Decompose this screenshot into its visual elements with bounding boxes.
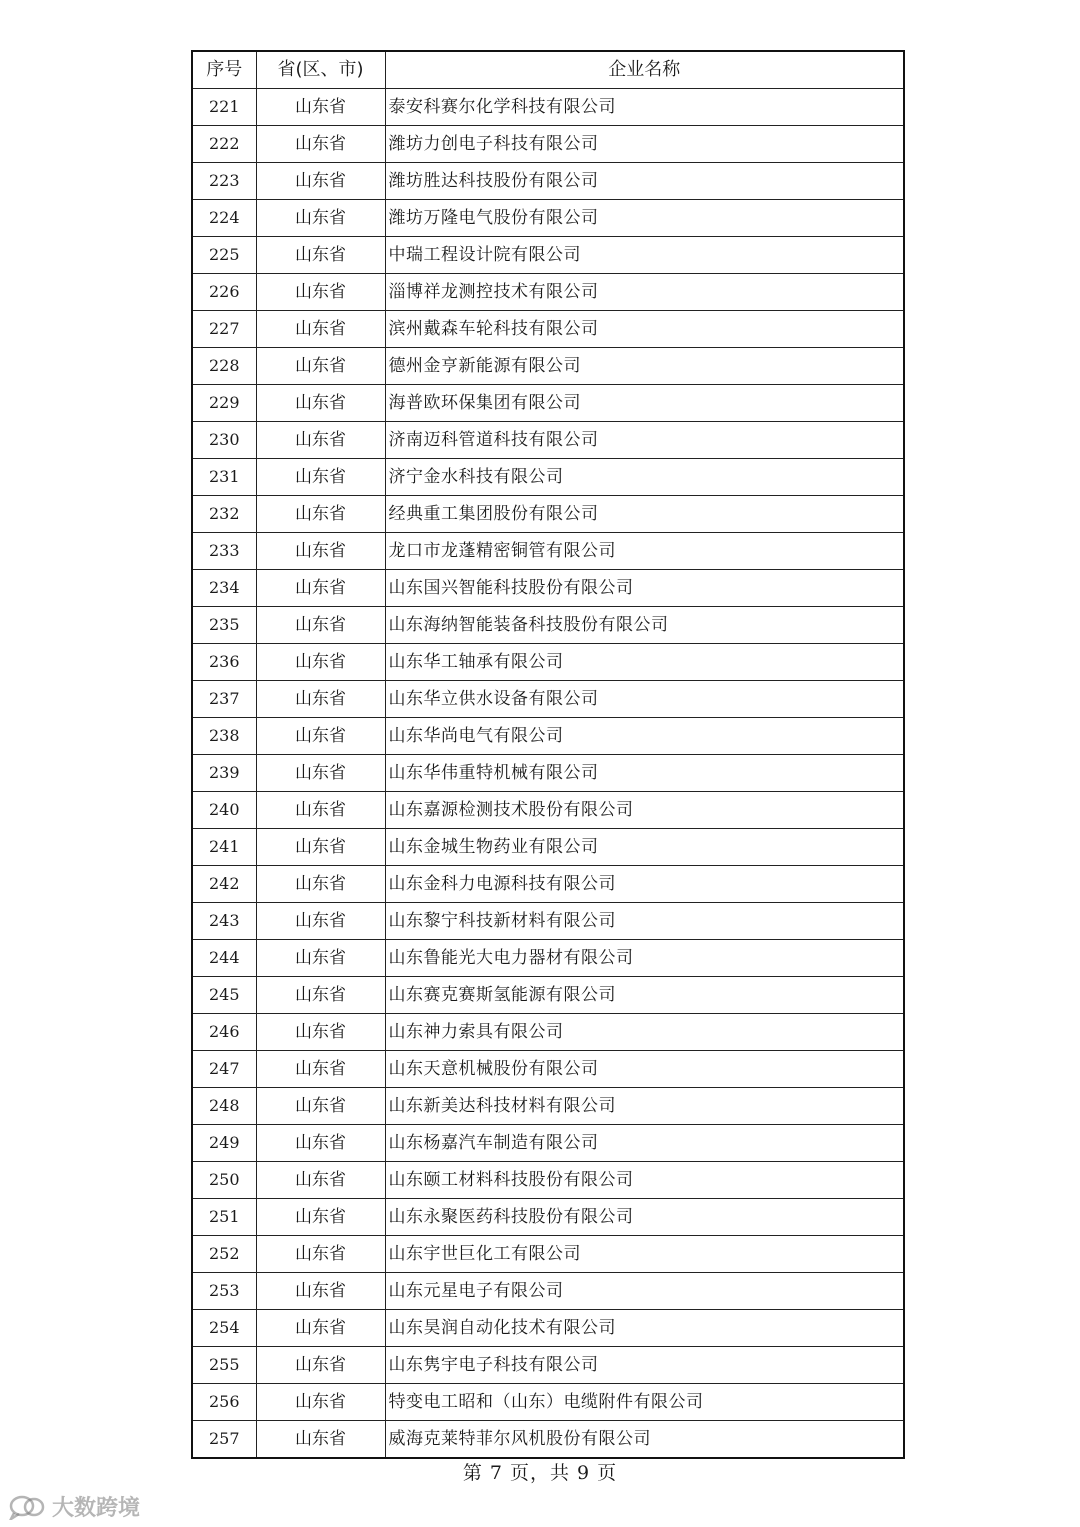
table-row <box>192 681 904 718</box>
cell-serial-number: 223 <box>192 163 256 200</box>
cell-province: 山东省 <box>256 1421 385 1459</box>
cell-serial-number: 240 <box>192 792 256 829</box>
table-row <box>192 755 904 792</box>
cell-province: 山东省 <box>256 126 385 163</box>
table-row <box>192 792 904 829</box>
cell-province: 山东省 <box>256 1310 385 1347</box>
table-header-row <box>192 51 904 89</box>
cell-serial-number: 236 <box>192 644 256 681</box>
cell-serial-number: 237 <box>192 681 256 718</box>
cell-serial-number: 257 <box>192 1421 256 1459</box>
table-row <box>192 348 904 385</box>
cell-company-name: 山东华工轴承有限公司 <box>385 644 904 681</box>
cell-serial-number: 233 <box>192 533 256 570</box>
cell-company-name: 山东隽宇电子科技有限公司 <box>385 1347 904 1384</box>
cell-serial-number: 238 <box>192 718 256 755</box>
table-row <box>192 940 904 977</box>
cell-serial-number: 226 <box>192 274 256 311</box>
cell-serial-number: 256 <box>192 1384 256 1421</box>
cell-serial-number: 231 <box>192 459 256 496</box>
cell-province: 山东省 <box>256 718 385 755</box>
cell-serial-number: 234 <box>192 570 256 607</box>
cell-company-name: 特变电工昭和（山东）电缆附件有限公司 <box>385 1384 904 1421</box>
cell-company-name: 海普欧环保集团有限公司 <box>385 385 904 422</box>
table-row <box>192 570 904 607</box>
cell-company-name: 山东神力索具有限公司 <box>385 1014 904 1051</box>
cell-company-name: 山东宇世巨化工有限公司 <box>385 1236 904 1273</box>
company-list-table <box>191 50 905 1459</box>
table-row <box>192 422 904 459</box>
cell-province: 山东省 <box>256 1347 385 1384</box>
cell-province: 山东省 <box>256 311 385 348</box>
cell-serial-number: 247 <box>192 1051 256 1088</box>
cell-company-name: 滨州戴森车轮科技有限公司 <box>385 311 904 348</box>
watermark <box>8 1491 140 1522</box>
cell-serial-number: 229 <box>192 385 256 422</box>
cell-company-name: 山东昊润自动化技术有限公司 <box>385 1310 904 1347</box>
cell-province: 山东省 <box>256 274 385 311</box>
table-row <box>192 1384 904 1421</box>
cell-serial-number: 251 <box>192 1199 256 1236</box>
table-row <box>192 1014 904 1051</box>
cell-province: 山东省 <box>256 1273 385 1310</box>
cell-province: 山东省 <box>256 903 385 940</box>
table-row <box>192 903 904 940</box>
cell-serial-number: 227 <box>192 311 256 348</box>
cell-province: 山东省 <box>256 496 385 533</box>
cell-province: 山东省 <box>256 644 385 681</box>
cell-serial-number: 250 <box>192 1162 256 1199</box>
cell-company-name: 山东永聚医药科技股份有限公司 <box>385 1199 904 1236</box>
cell-company-name: 威海克莱特菲尔风机股份有限公司 <box>385 1421 904 1459</box>
cell-company-name: 山东华尚电气有限公司 <box>385 718 904 755</box>
table-row <box>192 1236 904 1273</box>
cell-province: 山东省 <box>256 681 385 718</box>
table-row <box>192 1051 904 1088</box>
cell-province: 山东省 <box>256 607 385 644</box>
table-row <box>192 977 904 1014</box>
cell-company-name: 山东天意机械股份有限公司 <box>385 1051 904 1088</box>
header-serial-number: 序号 <box>192 51 256 89</box>
table-row <box>192 1162 904 1199</box>
cell-company-name: 山东华立供水设备有限公司 <box>385 681 904 718</box>
table-row <box>192 237 904 274</box>
cell-company-name: 山东海纳智能装备科技股份有限公司 <box>385 607 904 644</box>
cell-company-name: 山东颐工材料科技股份有限公司 <box>385 1162 904 1199</box>
cell-company-name: 山东新美达科技材料有限公司 <box>385 1088 904 1125</box>
cell-company-name: 淄博祥龙测控技术有限公司 <box>385 274 904 311</box>
table-row <box>192 1310 904 1347</box>
cell-province: 山东省 <box>256 866 385 903</box>
table-row <box>192 1199 904 1236</box>
cell-serial-number: 235 <box>192 607 256 644</box>
cell-province: 山东省 <box>256 1051 385 1088</box>
cell-serial-number: 255 <box>192 1347 256 1384</box>
cell-serial-number: 228 <box>192 348 256 385</box>
table-row <box>192 829 904 866</box>
cell-serial-number: 225 <box>192 237 256 274</box>
cell-province: 山东省 <box>256 237 385 274</box>
table-row <box>192 718 904 755</box>
cell-company-name: 山东杨嘉汽车制造有限公司 <box>385 1125 904 1162</box>
table-row <box>192 459 904 496</box>
cell-company-name: 龙口市龙蓬精密铜管有限公司 <box>385 533 904 570</box>
cell-company-name: 中瑞工程设计院有限公司 <box>385 237 904 274</box>
cell-province: 山东省 <box>256 1162 385 1199</box>
cell-province: 山东省 <box>256 385 385 422</box>
header-company-name: 企业名称 <box>385 51 904 89</box>
cell-company-name: 山东金城生物药业有限公司 <box>385 829 904 866</box>
cell-company-name: 山东赛克赛斯氢能源有限公司 <box>385 977 904 1014</box>
cell-serial-number: 243 <box>192 903 256 940</box>
cell-company-name: 山东元星电子有限公司 <box>385 1273 904 1310</box>
cell-province: 山东省 <box>256 755 385 792</box>
cell-province: 山东省 <box>256 1014 385 1051</box>
table-row <box>192 1125 904 1162</box>
cell-company-name: 经典重工集团股份有限公司 <box>385 496 904 533</box>
header-province: 省(区、市) <box>256 51 385 89</box>
table-row <box>192 866 904 903</box>
table-row <box>192 89 904 126</box>
table-row <box>192 533 904 570</box>
cell-province: 山东省 <box>256 570 385 607</box>
cell-serial-number: 224 <box>192 200 256 237</box>
cell-serial-number: 230 <box>192 422 256 459</box>
chat-bubble-logo-icon <box>8 1494 48 1520</box>
company-list-table-container <box>191 50 903 1459</box>
table-row <box>192 163 904 200</box>
cell-serial-number: 241 <box>192 829 256 866</box>
cell-company-name: 潍坊胜达科技股份有限公司 <box>385 163 904 200</box>
cell-province: 山东省 <box>256 348 385 385</box>
cell-serial-number: 221 <box>192 89 256 126</box>
cell-company-name: 山东国兴智能科技股份有限公司 <box>385 570 904 607</box>
table-row <box>192 607 904 644</box>
table-row <box>192 200 904 237</box>
cell-serial-number: 242 <box>192 866 256 903</box>
table-row <box>192 274 904 311</box>
cell-province: 山东省 <box>256 163 385 200</box>
cell-province: 山东省 <box>256 200 385 237</box>
cell-serial-number: 254 <box>192 1310 256 1347</box>
table-row <box>192 311 904 348</box>
watermark-text: 大数跨境 <box>52 1496 141 1521</box>
cell-serial-number: 248 <box>192 1088 256 1125</box>
cell-company-name: 泰安科赛尔化学科技有限公司 <box>385 89 904 126</box>
cell-serial-number: 245 <box>192 977 256 1014</box>
cell-province: 山东省 <box>256 977 385 1014</box>
cell-province: 山东省 <box>256 792 385 829</box>
cell-company-name: 潍坊力创电子科技有限公司 <box>385 126 904 163</box>
table-row <box>192 1421 904 1459</box>
table-row <box>192 496 904 533</box>
cell-province: 山东省 <box>256 422 385 459</box>
cell-serial-number: 249 <box>192 1125 256 1162</box>
cell-province: 山东省 <box>256 1199 385 1236</box>
cell-serial-number: 232 <box>192 496 256 533</box>
cell-province: 山东省 <box>256 940 385 977</box>
cell-company-name: 山东金科力电源科技有限公司 <box>385 866 904 903</box>
table-row <box>192 644 904 681</box>
cell-province: 山东省 <box>256 1088 385 1125</box>
cell-serial-number: 239 <box>192 755 256 792</box>
cell-company-name: 德州金亨新能源有限公司 <box>385 348 904 385</box>
cell-serial-number: 222 <box>192 126 256 163</box>
table-row <box>192 1273 904 1310</box>
table-row <box>192 1088 904 1125</box>
cell-serial-number: 253 <box>192 1273 256 1310</box>
cell-province: 山东省 <box>256 89 385 126</box>
cell-company-name: 潍坊万隆电气股份有限公司 <box>385 200 904 237</box>
cell-company-name: 山东嘉源检测技术股份有限公司 <box>385 792 904 829</box>
cell-company-name: 济宁金水科技有限公司 <box>385 459 904 496</box>
cell-province: 山东省 <box>256 1384 385 1421</box>
cell-company-name: 济南迈科管道科技有限公司 <box>385 422 904 459</box>
cell-province: 山东省 <box>256 459 385 496</box>
cell-serial-number: 246 <box>192 1014 256 1051</box>
cell-company-name: 山东华伟重特机械有限公司 <box>385 755 904 792</box>
page-number-footer: 第 7 页，共 9 页 <box>462 1462 618 1484</box>
cell-serial-number: 244 <box>192 940 256 977</box>
cell-province: 山东省 <box>256 533 385 570</box>
cell-serial-number: 252 <box>192 1236 256 1273</box>
cell-company-name: 山东黎宁科技新材料有限公司 <box>385 903 904 940</box>
cell-province: 山东省 <box>256 829 385 866</box>
cell-province: 山东省 <box>256 1125 385 1162</box>
cell-province: 山东省 <box>256 1236 385 1273</box>
table-row <box>192 126 904 163</box>
table-row <box>192 385 904 422</box>
table-row <box>192 1347 904 1384</box>
table-body <box>192 89 904 1459</box>
cell-company-name: 山东鲁能光大电力器材有限公司 <box>385 940 904 977</box>
